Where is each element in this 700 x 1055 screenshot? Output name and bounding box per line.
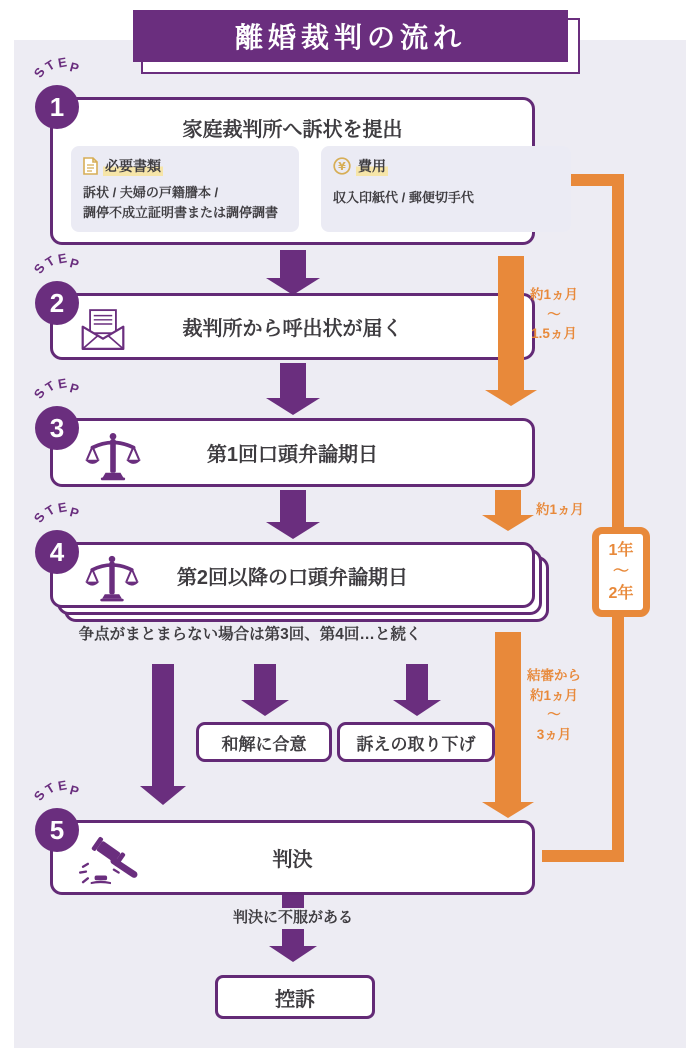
arrow-to-withdrawal [393,664,441,716]
appeal-condition: 判決に不服がある [232,909,353,926]
step1-box [50,97,535,245]
step3-box [50,418,535,487]
step5-number: 5 [35,808,79,852]
step4-title: 第2回以降の口頭弁論期日 [176,566,409,589]
arrow-step2-to-step3 [266,363,320,415]
yen-icon [333,157,351,175]
duration-label-2: 約1ヵ月 [535,502,584,517]
appeal-box [215,975,375,1019]
total-duration-text: 1年 〜 2年 [608,541,634,602]
step1-title: 家庭裁判所へ訴状を提出 [182,119,403,141]
step5-title: 判決 [272,849,313,871]
step3-badge: S T E P 3 [16,374,100,458]
step4-box [50,542,535,608]
step2-badge: S T E P 2 [16,249,100,333]
title-banner [133,10,568,62]
step1-documents-card [71,146,299,232]
duration-label-1: 約1ヵ月 〜 1.5ヵ月 [529,287,578,342]
duration-arrow-2 [482,490,534,531]
arrow-step3-to-step4 [266,490,320,539]
page-title: 離婚裁判の流れ [234,22,466,53]
arrow-step1-to-step2 [266,250,320,295]
step2-title: 裁判所から呼出状が届く [182,318,403,340]
cost-label: 費用 [358,158,386,174]
step4-badge: S T E P 4 [16,498,100,582]
cost-body: 収入印紙代 / 郵便切手代 [333,190,474,205]
total-duration-box [592,527,650,617]
documents-label: 必要書類 [105,158,161,174]
step1-number: 1 [35,85,79,129]
step4-note: 争点がまとまらない場合は第3回、第4回…と続く [78,626,422,643]
withdrawal-box [337,722,495,762]
arrow-to-settlement [241,664,289,716]
step2-number: 2 [35,281,79,325]
documents-body: 訴状 / 夫婦の戸籍謄本 / 調停不成立証明書または調停調書 [83,185,279,221]
svg-text:¥: ¥ [338,160,346,173]
step1-badge: S T E P 1 [16,53,100,137]
step3-title: 第1回口頭弁論期日 [206,444,379,466]
step5-badge: S T E P 5 [16,776,100,860]
settlement-box [196,722,332,762]
document-icon [83,157,98,175]
step5-box [50,820,535,895]
step1-cost-card [321,146,571,232]
duration-label-3: 結審から 約1ヵ月 〜 3ヵ月 [527,668,581,742]
withdrawal-label: 訴えの取り下げ [356,734,476,754]
appeal-label: 控訴 [275,988,315,1011]
settlement-label: 和解に合意 [221,734,307,754]
arrow-step4-to-step5 [140,664,186,805]
total-duration-line-bottom [542,850,624,862]
total-duration-line-vertical [612,174,624,862]
step4-number: 4 [35,530,79,574]
step2-box [50,293,535,360]
arrow-to-appeal [269,929,317,962]
step3-number: 3 [35,406,79,450]
